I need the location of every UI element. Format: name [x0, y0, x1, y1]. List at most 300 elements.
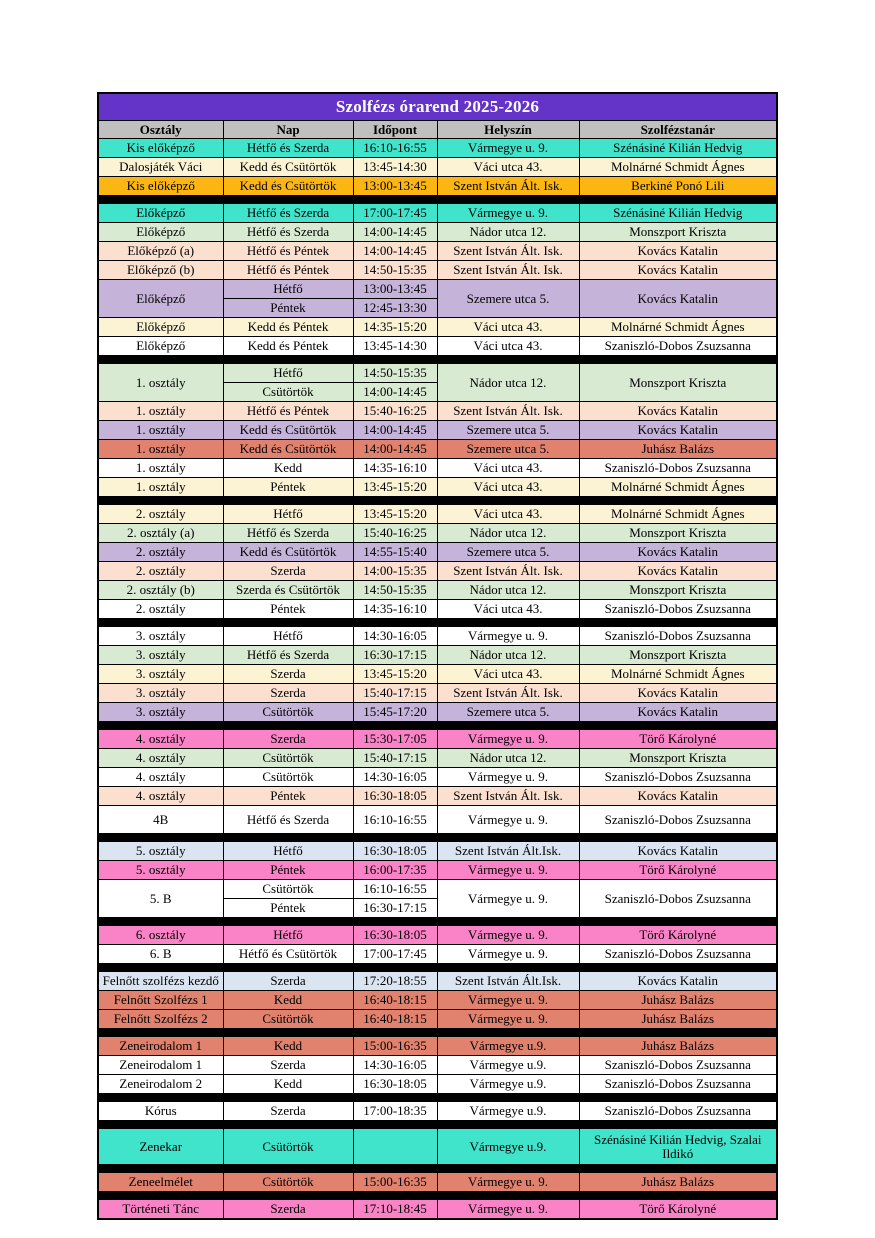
- cell-osztaly: 2. osztály: [98, 600, 223, 619]
- cell-helyszin: Vármegye u. 9.: [437, 861, 579, 880]
- table-row: [98, 242, 777, 261]
- cell-nap: Péntek: [223, 861, 353, 880]
- cell-helyszin: Szemere utca 5.: [437, 703, 579, 722]
- cell-helyszin: Váci utca 43.: [437, 665, 579, 684]
- table-row: [98, 440, 777, 459]
- cell-osztaly: 2. osztály: [98, 505, 223, 524]
- cell-helyszin: Váci utca 43.: [437, 158, 579, 177]
- cell-idopont: 15:30-17:05: [353, 730, 437, 749]
- cell-helyszin: Szent István Ált. Isk.: [437, 684, 579, 703]
- cell-idopont: 13:45-14:30: [353, 158, 437, 177]
- cell-idopont: 14:35-16:10: [353, 459, 437, 478]
- cell-nap: Péntek: [223, 299, 353, 318]
- table-row: [98, 730, 777, 749]
- cell-idopont: 17:10-18:45: [353, 1200, 437, 1220]
- table-row: [98, 478, 777, 497]
- group-separator: [98, 619, 777, 627]
- cell-idopont: 17:00-18:35: [353, 1102, 437, 1121]
- cell-szolfezstanar: Monszport Kriszta: [579, 581, 777, 600]
- cell-nap: Péntek: [223, 787, 353, 806]
- cell-idopont: 14:00-14:45: [353, 223, 437, 242]
- title-row: [98, 93, 777, 121]
- cell-idopont: 15:40-17:15: [353, 749, 437, 768]
- cell-helyszin: Szent István Ált. Isk.: [437, 787, 579, 806]
- group-separator: [98, 918, 777, 926]
- cell-idopont: 15:00-16:35: [353, 1173, 437, 1192]
- group-separator-bar: [98, 834, 777, 842]
- table-row: [98, 703, 777, 722]
- table-row: [98, 787, 777, 806]
- cell-nap: Csütörtök: [223, 768, 353, 787]
- table-row: [98, 261, 777, 280]
- cell-nap: Péntek: [223, 600, 353, 619]
- column-header-nap: Nap: [223, 121, 353, 139]
- cell-nap: Kedd: [223, 459, 353, 478]
- cell-szolfezstanar: Szaniszló-Dobos Zsuzsanna: [579, 945, 777, 964]
- group-separator: [98, 196, 777, 204]
- cell-idopont: 16:30-18:05: [353, 787, 437, 806]
- cell-idopont: 14:00-14:45: [353, 242, 437, 261]
- column-header-idopont: Időpont: [353, 121, 437, 139]
- cell-nap: Csütörtök: [223, 703, 353, 722]
- cell-szolfezstanar: Szaniszló-Dobos Zsuzsanna: [579, 337, 777, 356]
- cell-idopont: 14:30-16:05: [353, 768, 437, 787]
- cell-idopont: 15:40-17:15: [353, 684, 437, 703]
- cell-szolfezstanar: Juhász Balázs: [579, 1037, 777, 1056]
- cell-szolfezstanar: Monszport Kriszta: [579, 524, 777, 543]
- table-row: [98, 600, 777, 619]
- cell-helyszin: Szent István Ált. Isk.: [437, 402, 579, 421]
- table-row: [98, 204, 777, 223]
- group-separator-bar: [98, 722, 777, 730]
- cell-szolfezstanar: Molnárné Schmidt Ágnes: [579, 505, 777, 524]
- cell-nap: Hétfő és Szerda: [223, 223, 353, 242]
- cell-nap: Szerda: [223, 1200, 353, 1220]
- cell-szolfezstanar: Szaniszló-Dobos Zsuzsanna: [579, 1056, 777, 1075]
- cell-szolfezstanar: Kovács Katalin: [579, 242, 777, 261]
- cell-osztaly: 3. osztály: [98, 665, 223, 684]
- cell-idopont: 13:00-13:45: [353, 177, 437, 196]
- group-separator: [98, 497, 777, 505]
- cell-helyszin: Nádor utca 12.: [437, 646, 579, 665]
- table-row: [98, 665, 777, 684]
- cell-nap: Kedd és Péntek: [223, 318, 353, 337]
- cell-idopont: 16:30-18:05: [353, 842, 437, 861]
- group-separator: [98, 1029, 777, 1037]
- cell-idopont: 15:00-16:35: [353, 1037, 437, 1056]
- group-separator-bar: [98, 1029, 777, 1037]
- cell-helyszin: Vármegye u. 9.: [437, 204, 579, 223]
- cell-helyszin: Szemere utca 5.: [437, 280, 579, 318]
- cell-helyszin: Nádor utca 12.: [437, 223, 579, 242]
- cell-nap: Kedd és Csütörtök: [223, 158, 353, 177]
- cell-helyszin: Nádor utca 12.: [437, 581, 579, 600]
- cell-nap: Csütörtök: [223, 880, 353, 899]
- cell-osztaly: 2. osztály (a): [98, 524, 223, 543]
- cell-szolfezstanar: Szaniszló-Dobos Zsuzsanna: [579, 1075, 777, 1094]
- table-row: [98, 1200, 777, 1220]
- cell-osztaly: 1. osztály: [98, 478, 223, 497]
- cell-szolfezstanar: Kovács Katalin: [579, 280, 777, 318]
- cell-osztaly: 4B: [98, 806, 223, 834]
- cell-helyszin: Váci utca 43.: [437, 318, 579, 337]
- cell-nap: Csütörtök: [223, 1173, 353, 1192]
- cell-szolfezstanar: Monszport Kriszta: [579, 749, 777, 768]
- cell-nap: Kedd és Csütörtök: [223, 421, 353, 440]
- cell-idopont: 14:00-14:45: [353, 440, 437, 459]
- table-row: [98, 861, 777, 880]
- cell-idopont: 15:40-16:25: [353, 524, 437, 543]
- cell-nap: Szerda: [223, 1102, 353, 1121]
- timetable-body: [98, 139, 777, 1220]
- table-row: [98, 842, 777, 861]
- cell-nap: Szerda és Csütörtök: [223, 581, 353, 600]
- cell-nap: Szerda: [223, 972, 353, 991]
- cell-helyszin: Nádor utca 12.: [437, 749, 579, 768]
- cell-helyszin: Váci utca 43.: [437, 505, 579, 524]
- cell-szolfezstanar: Kovács Katalin: [579, 543, 777, 562]
- cell-szolfezstanar: Molnárné Schmidt Ágnes: [579, 158, 777, 177]
- table-row: [98, 524, 777, 543]
- cell-nap: Péntek: [223, 478, 353, 497]
- cell-helyszin: Nádor utca 12.: [437, 364, 579, 402]
- cell-szolfezstanar: Kovács Katalin: [579, 261, 777, 280]
- cell-nap: Hétfő: [223, 505, 353, 524]
- group-separator-bar: [98, 1094, 777, 1102]
- cell-osztaly: 3. osztály: [98, 684, 223, 703]
- cell-nap: Kedd: [223, 1037, 353, 1056]
- cell-idopont: 14:50-15:35: [353, 581, 437, 600]
- table-row: [98, 1075, 777, 1094]
- cell-idopont: [353, 1129, 437, 1165]
- group-separator: [98, 834, 777, 842]
- cell-szolfezstanar: Monszport Kriszta: [579, 223, 777, 242]
- cell-idopont: 17:00-17:45: [353, 204, 437, 223]
- table-row: [98, 1010, 777, 1029]
- table-row: [98, 627, 777, 646]
- cell-idopont: 13:45-15:20: [353, 505, 437, 524]
- cell-osztaly: Zeneirodalom 1: [98, 1056, 223, 1075]
- cell-osztaly: 6. B: [98, 945, 223, 964]
- cell-szolfezstanar: Monszport Kriszta: [579, 646, 777, 665]
- group-separator: [98, 964, 777, 972]
- cell-helyszin: Vármegye u. 9.: [437, 1010, 579, 1029]
- table-row: [98, 684, 777, 703]
- cell-helyszin: Vármegye u.9.: [437, 1129, 579, 1165]
- cell-idopont: 14:00-15:35: [353, 562, 437, 581]
- table-row: [98, 459, 777, 478]
- cell-helyszin: Szemere utca 5.: [437, 440, 579, 459]
- cell-szolfezstanar: Juhász Balázs: [579, 440, 777, 459]
- cell-helyszin: Vármegye u. 9.: [437, 627, 579, 646]
- cell-szolfezstanar: Szaniszló-Dobos Zsuzsanna: [579, 459, 777, 478]
- table-row: [98, 880, 777, 899]
- group-separator: [98, 1121, 777, 1129]
- table-row: [98, 749, 777, 768]
- table-row: [98, 581, 777, 600]
- table-row: [98, 139, 777, 158]
- table-row: [98, 1037, 777, 1056]
- cell-szolfezstanar: Kovács Katalin: [579, 684, 777, 703]
- cell-osztaly: 1. osztály: [98, 459, 223, 478]
- cell-osztaly: 4. osztály: [98, 730, 223, 749]
- cell-nap: Péntek: [223, 899, 353, 918]
- cell-helyszin: Vármegye u. 9.: [437, 945, 579, 964]
- cell-osztaly: 3. osztály: [98, 646, 223, 665]
- cell-szolfezstanar: Szaniszló-Dobos Zsuzsanna: [579, 806, 777, 834]
- table-row: [98, 991, 777, 1010]
- cell-nap: Kedd és Csütörtök: [223, 177, 353, 196]
- cell-idopont: 14:30-16:05: [353, 627, 437, 646]
- cell-szolfezstanar: Kovács Katalin: [579, 562, 777, 581]
- cell-szolfezstanar: Juhász Balázs: [579, 1173, 777, 1192]
- group-separator-bar: [98, 356, 777, 364]
- cell-nap: Hétfő: [223, 364, 353, 383]
- cell-szolfezstanar: Szaniszló-Dobos Zsuzsanna: [579, 880, 777, 918]
- cell-nap: Hétfő és Szerda: [223, 204, 353, 223]
- cell-idopont: 17:00-17:45: [353, 945, 437, 964]
- table-row: [98, 1102, 777, 1121]
- cell-osztaly: 1. osztály: [98, 421, 223, 440]
- cell-nap: Hétfő és Péntek: [223, 402, 353, 421]
- cell-osztaly: 2. osztály: [98, 543, 223, 562]
- cell-nap: Kedd: [223, 991, 353, 1010]
- group-separator-bar: [98, 918, 777, 926]
- cell-szolfezstanar: Törő Károlyné: [579, 730, 777, 749]
- group-separator: [98, 1165, 777, 1173]
- cell-osztaly: 3. osztály: [98, 627, 223, 646]
- cell-nap: Szerda: [223, 1056, 353, 1075]
- table-row: [98, 223, 777, 242]
- cell-helyszin: Vármegye u. 9.: [437, 1200, 579, 1220]
- cell-osztaly: 4. osztály: [98, 768, 223, 787]
- cell-osztaly: Felnőtt szolfézs kezdő: [98, 972, 223, 991]
- cell-szolfezstanar: Molnárné Schmidt Ágnes: [579, 478, 777, 497]
- cell-osztaly: 1. osztály: [98, 402, 223, 421]
- table-row: [98, 806, 777, 834]
- cell-osztaly: Zeneirodalom 2: [98, 1075, 223, 1094]
- cell-helyszin: Szent István Ált. Isk.: [437, 242, 579, 261]
- cell-helyszin: Szent István Ált. Isk.: [437, 261, 579, 280]
- cell-nap: Hétfő: [223, 627, 353, 646]
- cell-osztaly: Felnőtt Szolfézs 2: [98, 1010, 223, 1029]
- cell-nap: Hétfő: [223, 926, 353, 945]
- group-separator: [98, 722, 777, 730]
- cell-szolfezstanar: Berkiné Ponó Lili: [579, 177, 777, 196]
- cell-helyszin: Szemere utca 5.: [437, 543, 579, 562]
- cell-osztaly: Zeneelmélet: [98, 1173, 223, 1192]
- cell-helyszin: Vármegye u.9.: [437, 1056, 579, 1075]
- cell-szolfezstanar: Kovács Katalin: [579, 972, 777, 991]
- cell-helyszin: Vármegye u. 9.: [437, 730, 579, 749]
- cell-idopont: 16:30-18:05: [353, 1075, 437, 1094]
- cell-osztaly: 1. osztály: [98, 440, 223, 459]
- cell-nap: Szerda: [223, 562, 353, 581]
- cell-szolfezstanar: Szaniszló-Dobos Zsuzsanna: [579, 600, 777, 619]
- table-row: [98, 337, 777, 356]
- cell-szolfezstanar: Kovács Katalin: [579, 402, 777, 421]
- cell-osztaly: Előképző: [98, 280, 223, 318]
- cell-helyszin: Szemere utca 5.: [437, 421, 579, 440]
- cell-idopont: 16:10-16:55: [353, 806, 437, 834]
- cell-idopont: 14:50-15:35: [353, 261, 437, 280]
- table-row: [98, 972, 777, 991]
- cell-osztaly: 4. osztály: [98, 787, 223, 806]
- cell-osztaly: Felnőtt Szolfézs 1: [98, 991, 223, 1010]
- table-row: [98, 177, 777, 196]
- cell-osztaly: Kis előképző: [98, 139, 223, 158]
- cell-szolfezstanar: Kovács Katalin: [579, 421, 777, 440]
- group-separator-bar: [98, 619, 777, 627]
- cell-szolfezstanar: Szénásiné Kilián Hedvig, Szalai Ildikó: [579, 1129, 777, 1165]
- cell-szolfezstanar: Szaniszló-Dobos Zsuzsanna: [579, 1102, 777, 1121]
- cell-szolfezstanar: Törő Károlyné: [579, 1200, 777, 1220]
- cell-osztaly: 5. osztály: [98, 861, 223, 880]
- cell-nap: Hétfő és Péntek: [223, 242, 353, 261]
- cell-idopont: 14:30-16:05: [353, 1056, 437, 1075]
- cell-nap: Kedd és Péntek: [223, 337, 353, 356]
- cell-osztaly: Előképző: [98, 223, 223, 242]
- cell-idopont: 13:45-15:20: [353, 665, 437, 684]
- cell-helyszin: Vármegye u.9.: [437, 1075, 579, 1094]
- cell-idopont: 12:45-13:30: [353, 299, 437, 318]
- group-separator-bar: [98, 497, 777, 505]
- cell-helyszin: Vármegye u. 9.: [437, 139, 579, 158]
- cell-idopont: 14:35-16:10: [353, 600, 437, 619]
- cell-helyszin: Vármegye u. 9.: [437, 880, 579, 918]
- table-row: [98, 562, 777, 581]
- table-row: [98, 364, 777, 383]
- cell-osztaly: Történeti Tánc: [98, 1200, 223, 1220]
- cell-helyszin: Váci utca 43.: [437, 337, 579, 356]
- cell-idopont: 16:30-17:15: [353, 899, 437, 918]
- column-header-szolfezstanar: Szolfézstanár: [579, 121, 777, 139]
- cell-idopont: 15:40-16:25: [353, 402, 437, 421]
- cell-helyszin: Vármegye u.9.: [437, 1102, 579, 1121]
- cell-osztaly: 6. osztály: [98, 926, 223, 945]
- table-row: [98, 768, 777, 787]
- cell-nap: Csütörtök: [223, 383, 353, 402]
- cell-helyszin: Váci utca 43.: [437, 478, 579, 497]
- group-separator-bar: [98, 1121, 777, 1129]
- cell-osztaly: Kórus: [98, 1102, 223, 1121]
- table-row: [98, 280, 777, 299]
- table-row: [98, 505, 777, 524]
- cell-nap: Kedd és Csütörtök: [223, 543, 353, 562]
- table-row: [98, 158, 777, 177]
- table-row: [98, 646, 777, 665]
- cell-osztaly: Zenekar: [98, 1129, 223, 1165]
- group-separator: [98, 1192, 777, 1200]
- cell-idopont: 13:45-15:20: [353, 478, 437, 497]
- cell-osztaly: 1. osztály: [98, 364, 223, 402]
- cell-osztaly: 5. osztály: [98, 842, 223, 861]
- cell-szolfezstanar: Juhász Balázs: [579, 991, 777, 1010]
- cell-nap: Csütörtök: [223, 1129, 353, 1165]
- cell-idopont: 14:35-15:20: [353, 318, 437, 337]
- cell-osztaly: 3. osztály: [98, 703, 223, 722]
- cell-szolfezstanar: Kovács Katalin: [579, 842, 777, 861]
- cell-osztaly: 4. osztály: [98, 749, 223, 768]
- cell-nap: Hétfő és Szerda: [223, 139, 353, 158]
- cell-helyszin: Vármegye u. 9.: [437, 1173, 579, 1192]
- cell-idopont: 17:20-18:55: [353, 972, 437, 991]
- table-row: [98, 1129, 777, 1165]
- cell-idopont: 16:30-18:05: [353, 926, 437, 945]
- cell-idopont: 14:00-14:45: [353, 421, 437, 440]
- cell-helyszin: Szent István Ált.Isk.: [437, 842, 579, 861]
- table-row: [98, 1173, 777, 1192]
- cell-szolfezstanar: Szénásiné Kilián Hedvig: [579, 139, 777, 158]
- cell-szolfezstanar: Szénásiné Kilián Hedvig: [579, 204, 777, 223]
- cell-nap: Hétfő és Szerda: [223, 806, 353, 834]
- cell-helyszin: Vármegye u. 9.: [437, 806, 579, 834]
- cell-idopont: 14:00-14:45: [353, 383, 437, 402]
- cell-nap: Kedd és Csütörtök: [223, 440, 353, 459]
- cell-nap: Hétfő és Csütörtök: [223, 945, 353, 964]
- cell-nap: Szerda: [223, 684, 353, 703]
- cell-nap: Hétfő és Péntek: [223, 261, 353, 280]
- cell-nap: Szerda: [223, 665, 353, 684]
- cell-osztaly: Előképző (b): [98, 261, 223, 280]
- group-separator-bar: [98, 1165, 777, 1173]
- group-separator: [98, 356, 777, 364]
- cell-idopont: 16:40-18:15: [353, 1010, 437, 1029]
- cell-osztaly: Zeneirodalom 1: [98, 1037, 223, 1056]
- cell-helyszin: Szent István Ált. Isk.: [437, 562, 579, 581]
- table-row: [98, 1056, 777, 1075]
- cell-idopont: 14:50-15:35: [353, 364, 437, 383]
- cell-osztaly: 2. osztály: [98, 562, 223, 581]
- table-row: [98, 318, 777, 337]
- cell-nap: Hétfő: [223, 280, 353, 299]
- cell-szolfezstanar: Kovács Katalin: [579, 787, 777, 806]
- column-header-osztaly: Osztály: [98, 121, 223, 139]
- cell-idopont: 16:30-17:15: [353, 646, 437, 665]
- cell-helyszin: Vármegye u. 9.: [437, 768, 579, 787]
- group-separator: [98, 1094, 777, 1102]
- table-row: [98, 543, 777, 562]
- group-separator-bar: [98, 1192, 777, 1200]
- cell-idopont: 13:45-14:30: [353, 337, 437, 356]
- column-header-helyszin: Helyszín: [437, 121, 579, 139]
- cell-helyszin: Vármegye u. 9.: [437, 926, 579, 945]
- cell-helyszin: Váci utca 43.: [437, 600, 579, 619]
- page-title: Szolfézs órarend 2025-2026: [98, 93, 777, 121]
- cell-szolfezstanar: Kovács Katalin: [579, 703, 777, 722]
- cell-idopont: 16:10-16:55: [353, 880, 437, 899]
- cell-szolfezstanar: Törő Károlyné: [579, 861, 777, 880]
- cell-nap: Hétfő: [223, 842, 353, 861]
- cell-szolfezstanar: Juhász Balázs: [579, 1010, 777, 1029]
- header-row: [98, 121, 777, 139]
- timetable-container: [97, 92, 776, 1220]
- cell-szolfezstanar: Szaniszló-Dobos Zsuzsanna: [579, 768, 777, 787]
- cell-helyszin: Szent István Ált.Isk.: [437, 972, 579, 991]
- group-separator-bar: [98, 196, 777, 204]
- group-separator-bar: [98, 964, 777, 972]
- table-row: [98, 402, 777, 421]
- cell-nap: Hétfő és Szerda: [223, 524, 353, 543]
- cell-osztaly: 2. osztály (b): [98, 581, 223, 600]
- cell-helyszin: Váci utca 43.: [437, 459, 579, 478]
- cell-osztaly: Előképző: [98, 318, 223, 337]
- cell-osztaly: Előképző: [98, 204, 223, 223]
- cell-szolfezstanar: Szaniszló-Dobos Zsuzsanna: [579, 627, 777, 646]
- cell-szolfezstanar: Monszport Kriszta: [579, 364, 777, 402]
- cell-szolfezstanar: Molnárné Schmidt Ágnes: [579, 665, 777, 684]
- cell-helyszin: Szent István Ált. Isk.: [437, 177, 579, 196]
